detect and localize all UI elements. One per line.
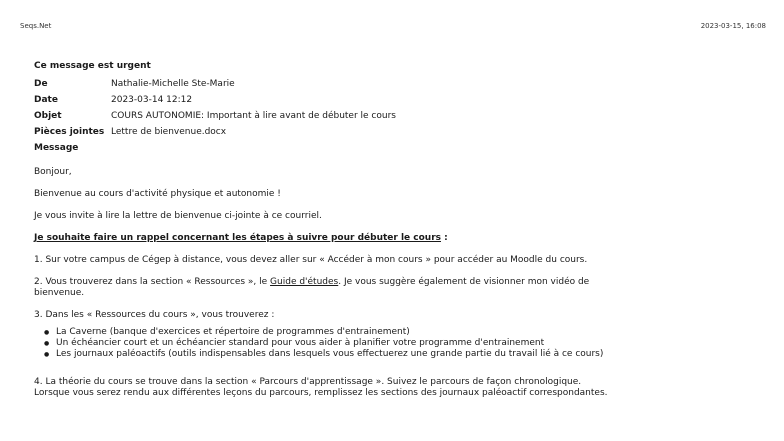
app-name: Seqs.Net xyxy=(20,22,52,30)
welcome-line: Bienvenue au cours d'activité physique et autonomie ! xyxy=(34,189,281,199)
step-3: 3. Dans les « Ressources du cours », vous trouverez : xyxy=(34,310,275,320)
reminder-heading xyxy=(34,233,614,244)
invite-line: Je vous invite à lire la lettre de bienvenue ci-jointe à ce courriel. xyxy=(34,211,322,221)
subject-label: Objet xyxy=(34,111,62,121)
step-4: 4. La théorie du cours se trouve dans la section « Parcours d'apprentissage ». Suivez le parcours de façon chronologique. Lorsque vous serez rendu aux différentes leçons du parcours, remplissez les sections des journaux paléoactif correspondantes. xyxy=(34,377,608,398)
print-date: 2023-03-15, 16:08 xyxy=(700,22,766,30)
date-value: 2023-03-14 12:12 xyxy=(111,95,193,105)
message-label: Message xyxy=(34,143,79,153)
urgent-flag: Ce message est urgent xyxy=(34,61,151,71)
message-view xyxy=(34,60,614,399)
attachment-link[interactable]: Lettre de bienvenue.docx xyxy=(111,127,227,137)
list-item: ● Les journaux paléoactifs (outils indispensables dans lesquels vous effectuerez une grande partie du travail lié à ce cours) xyxy=(56,349,614,360)
list-item: ● Un échéancier court et un échéancier standard pour vous aider à planifier votre programme d'entrainement xyxy=(56,338,614,349)
date-label: Date xyxy=(34,95,58,105)
reminder-heading-text: Je souhaite faire un rappel concernant les étapes à suivre pour débuter le cours xyxy=(34,233,441,243)
print-header xyxy=(0,22,784,34)
header-subject xyxy=(34,108,614,124)
step-1: 1. Sur votre campus de Cégep à distance, vous devez aller sur « Accéder à mon cours » pour accéder au Moodle du cours. xyxy=(34,255,588,265)
from-value: Nathalie-Michelle Ste-Marie xyxy=(111,79,235,89)
study-guide-link[interactable]: Guide d'études xyxy=(270,277,339,287)
header-message xyxy=(34,140,614,156)
attachments-label: Pièces jointes xyxy=(34,127,105,137)
step-2-after: . Je vous suggère également de visionner mon vidéo de bienvenue. xyxy=(34,277,590,298)
header-attachments xyxy=(34,124,614,140)
header-from xyxy=(34,76,614,92)
message-value xyxy=(111,140,614,156)
reminder-colon: : xyxy=(441,233,448,243)
from-label: De xyxy=(34,79,48,89)
resources-list xyxy=(34,327,614,360)
subject-value: COURS AUTONOMIE: Important à lire avant de débuter le cours xyxy=(111,111,396,121)
step-2 xyxy=(34,277,614,299)
message-body xyxy=(34,167,614,399)
list-item: ● La Caverne (banque d'exercices et répertoire de programmes d'entrainement) xyxy=(56,327,614,338)
greeting: Bonjour, xyxy=(34,167,72,177)
step-2-before: 2. Vous trouverez dans la section « Ressources », le xyxy=(34,277,271,287)
header-date xyxy=(34,92,614,108)
